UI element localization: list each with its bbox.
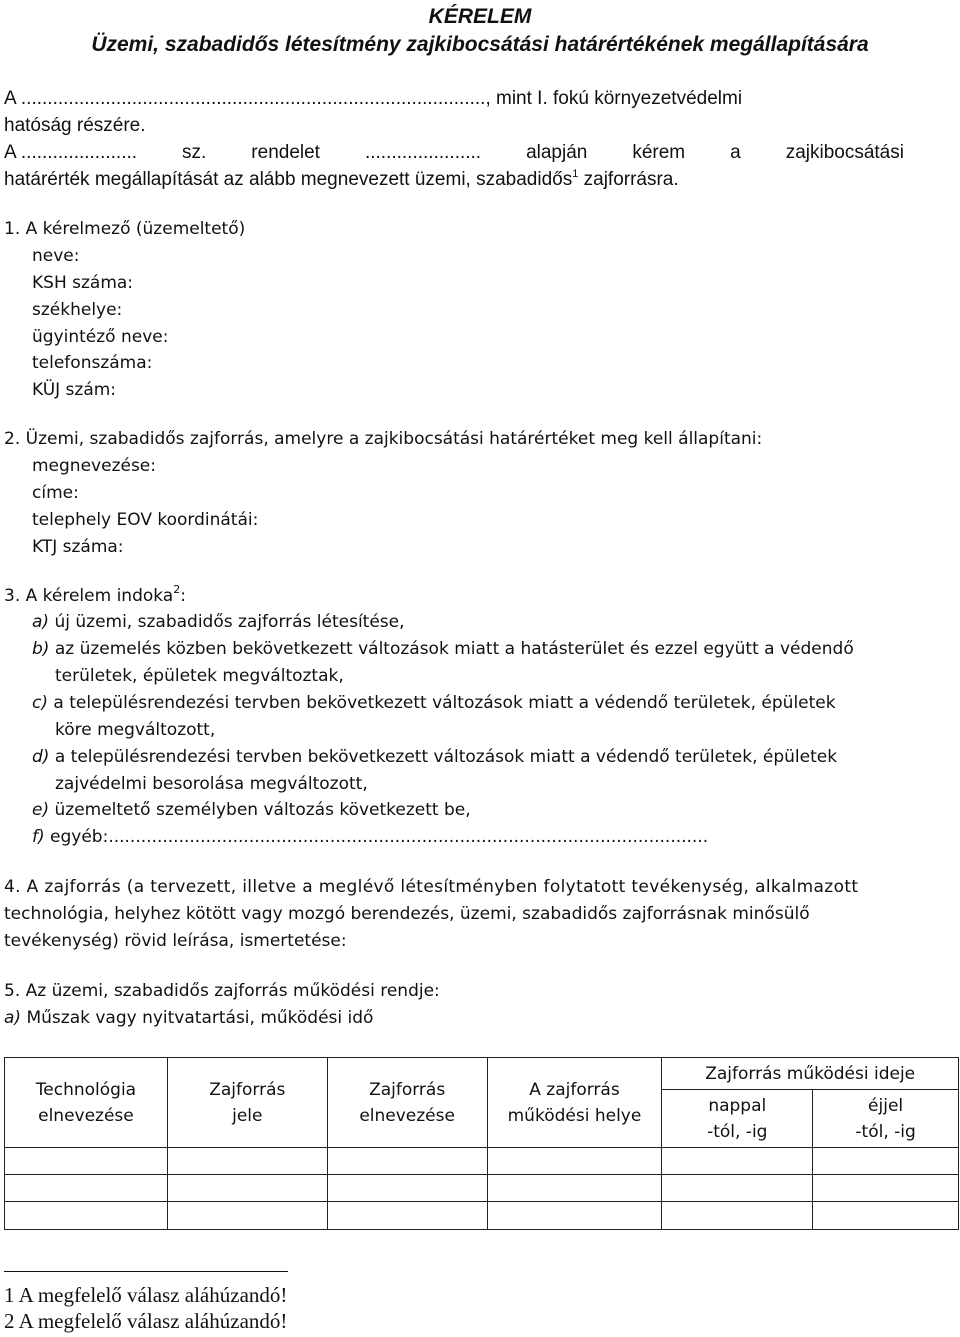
section-3-heading: [4, 585, 186, 607]
intro-line-3: [4, 142, 904, 164]
section-4-line-1-text: 4. A zajforrás (a tervezett, illetve a meglévő létesítményben folytatott tevékenység, alkalmazott: [4, 877, 859, 897]
section-5-sub-text: Műszak vagy nyitvatartási, működési idő: [21, 1008, 374, 1028]
operating-time-table: [4, 1057, 959, 1230]
field-ugyintezo: ügyintéző neve:: [32, 327, 169, 347]
option-d-cont: zajvédelmi besorolása megváltozott,: [55, 774, 368, 794]
header-ejjel: éjjel -tól, -ig: [813, 1090, 959, 1148]
table-cell[interactable]: [5, 1148, 168, 1175]
section-3-heading-end: :: [180, 586, 186, 606]
option-f-text: egyéb:...............................................................................................................: [44, 827, 709, 847]
section-1-heading: 1. A kérelmező (üzemeltető): [4, 219, 246, 239]
table-cell[interactable]: [813, 1148, 959, 1175]
intro-line-1: [4, 88, 904, 110]
intro-line-4: [4, 169, 679, 191]
section-4-line-3: tevékenység) rövid leírása, ismertetése:: [4, 931, 347, 951]
table-cell[interactable]: [662, 1175, 813, 1202]
field-telefon: telefonszáma:: [32, 353, 153, 373]
footnote-2: 2 A megfelelő válasz aláhúzandó!: [4, 1309, 288, 1333]
intro-line-4-text: határérték megállapítását az alább megnevezett üzemi, szabadidős: [4, 169, 573, 190]
intro-alapjan: alapján: [526, 142, 588, 163]
table-cell[interactable]: [327, 1202, 487, 1230]
field-szekhely: székhelye:: [32, 300, 123, 320]
option-f-letter: f): [32, 827, 45, 847]
section-3-heading-text: 3. A kérelem indoka: [4, 586, 174, 606]
option-e-text: üzemeltető személyben változás következett be,: [49, 800, 471, 820]
option-b: [32, 638, 854, 660]
intro-rendelet-blank: ......................: [364, 142, 482, 163]
section-4-line-2: technológia, helyhez kötött vagy mozgó berendezés, üzemi, szabadidős zajforrásnak minősülő: [4, 904, 810, 924]
section-4-line-1: [4, 876, 904, 898]
intro-zajkibocsatasi: zajkibocsátási: [785, 142, 904, 163]
header-nappal: nappal -tól, -ig: [662, 1090, 813, 1148]
intro-line-4-end: zajforrásra.: [578, 169, 679, 190]
intro-rendelet: rendelet: [251, 142, 320, 163]
section-5-sub-letter: a): [4, 1008, 22, 1028]
option-d-text: a településrendezési tervben bekövetkezett változások miatt a védendő területek, épületek: [49, 747, 838, 767]
option-c-letter: c): [32, 693, 48, 713]
option-b-letter: b): [32, 639, 50, 659]
table-cell[interactable]: [327, 1175, 487, 1202]
table-cell[interactable]: [813, 1175, 959, 1202]
table-cell[interactable]: [167, 1175, 327, 1202]
table-cell[interactable]: [5, 1175, 168, 1202]
field-ksh: KSH száma:: [32, 273, 134, 293]
table-row: [5, 1148, 959, 1175]
document-title: KÉRELEM: [428, 5, 532, 28]
intro-sz: sz.: [182, 142, 207, 163]
table-cell[interactable]: [167, 1202, 327, 1230]
footnote-ref-1: 1: [572, 168, 579, 180]
intro-line-2: hatóság részére.: [4, 115, 146, 136]
table-cell[interactable]: [167, 1148, 327, 1175]
document-subtitle: Üzemi, szabadidős létesítmény zajkibocsátási határértékének megállapítására: [91, 33, 869, 56]
option-e: [32, 799, 471, 821]
field-megnevezese: megnevezése:: [32, 456, 156, 476]
option-b-cont: területek, épületek megváltoztak,: [55, 666, 344, 686]
section-5-sub: [4, 1007, 373, 1029]
intro-authority-blank: A .......................................................................................: [4, 88, 481, 109]
field-kuj: KÜJ szám:: [32, 380, 117, 400]
header-mukodesi-helye: A zajforrás működési helye: [487, 1058, 662, 1148]
option-b-text: az üzemelés közben bekövetkezett változások miatt a hatásterület és ezzel együtt a védendő: [49, 639, 854, 659]
intro-a: a: [730, 142, 741, 163]
field-ktj: KTJ száma:: [32, 537, 124, 557]
table-row: [5, 1175, 959, 1202]
option-e-letter: e): [32, 800, 50, 820]
option-d: [32, 746, 837, 768]
field-eov: telephely EOV koordinátái:: [32, 510, 259, 530]
table-header-row-1: [5, 1058, 959, 1090]
header-zajforras-elnevezese: Zajforrás elnevezése: [327, 1058, 487, 1148]
intro-a-blank: A ......................: [4, 142, 138, 163]
section-5-heading: 5. Az üzemi, szabadidős zajforrás működési rendje:: [4, 981, 440, 1001]
table-cell[interactable]: [813, 1202, 959, 1230]
table-cell[interactable]: [327, 1148, 487, 1175]
footnote-1: 1 A megfelelő válasz aláhúzandó!: [4, 1283, 288, 1307]
option-c: [32, 692, 836, 714]
table-cell[interactable]: [662, 1148, 813, 1175]
field-neve: neve:: [32, 246, 80, 266]
field-cime: címe:: [32, 483, 79, 503]
option-c-text: a településrendezési tervben bekövetkezett változások miatt a védendő területek, épületek: [47, 693, 836, 713]
table-cell[interactable]: [487, 1202, 662, 1230]
table-cell[interactable]: [487, 1148, 662, 1175]
section-2-heading: 2. Üzemi, szabadidős zajforrás, amelyre a zajkibocsátási határértéket meg kell állapítani:: [4, 429, 763, 449]
table-cell[interactable]: [5, 1202, 168, 1230]
table-row: [5, 1202, 959, 1230]
option-a: [32, 611, 405, 633]
intro-kerem: kérem: [632, 142, 686, 163]
option-a-letter: a): [32, 612, 50, 632]
option-a-text: új üzemi, szabadidős zajforrás létesítése,: [49, 612, 405, 632]
option-d-letter: d): [32, 747, 50, 767]
table-cell[interactable]: [487, 1175, 662, 1202]
header-zajforras-jele: Zajforrás jele: [167, 1058, 327, 1148]
option-f: [32, 826, 708, 848]
footnote-divider: [4, 1271, 288, 1272]
option-c-cont: köre megváltozott,: [55, 720, 216, 740]
intro-authority-text: ., mint I. fokú környezetvédelmi: [480, 88, 743, 109]
header-mukodesi-ideje: Zajforrás működési ideje: [662, 1058, 959, 1090]
footnote-ref-2: 2: [173, 583, 181, 596]
header-technologia: Technológia elnevezése: [5, 1058, 168, 1148]
table-cell[interactable]: [662, 1202, 813, 1230]
